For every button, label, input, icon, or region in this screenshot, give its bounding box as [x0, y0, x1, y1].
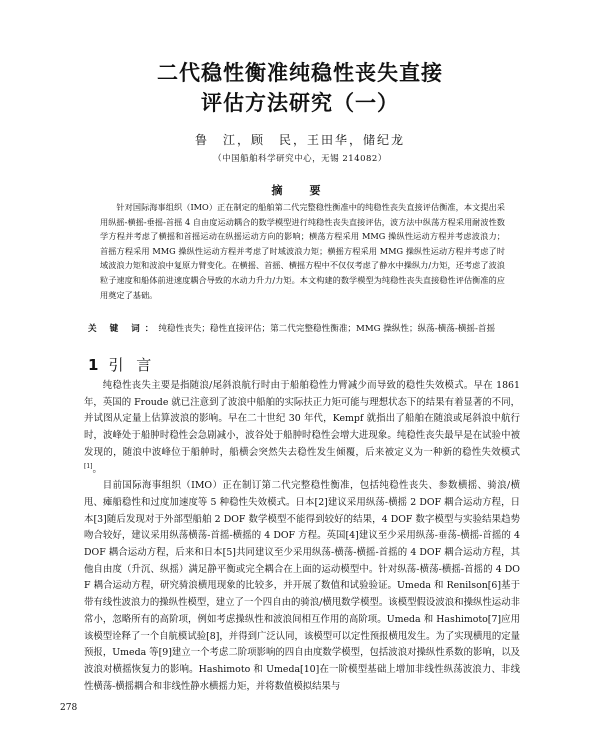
page-number: 278	[60, 703, 78, 713]
abstract-text: 针对国际海事组织（IMO）正在制定的船舶第二代完整稳性衡准中的纯稳性丧失直接评估衡准，本文提出采用纵摇-横摇-垂摇-首摇 4 自由度运动耦合的数学模型进行纯稳性丧失直接评估，波方法中纵荡方程采用耐波性数学方程并考虑了横摇和首摇运动在纵摇运动方向的影响；横荡方程采用 MMG 操纵性运动方程并考虑波浪力；首摇方程采用 MMG 操纵性运动方程并考虑了时域波浪力矩；横摇方程采用 MMG 操纵性运动方程并考虑了时域波浪力矩和波浪中复原力臂变化。在横摇、首摇、横摇方程中不仅仅考虑了静水中操纵力/力矩，还考虑了波浪粒子速度和船体前进速度耦合导致的水动力升力/力矩。本文构建的数学模型为纯稳性丧失直接稳性评估衡准的应用奠定了基础。	[100, 202, 505, 300]
paper-title-line-2: 评估方法研究（一）	[201, 91, 399, 115]
section-heading	[88, 354, 155, 375]
body-paragraph-1-text: 纯稳性丧失主要是指随浪/尾斜浪航行时由于船舶稳性力臂减少而导致的稳性失效模式。早在 1861 年，英国的 Froude 就已注意到了波浪中船舶的实际扶正力矩可能与理想状态下的结果有着显著的不同，并试图从定量上估算波浪的影响。早在二十世纪 30 年代，Kempf 就指出了船舶在随浪或尾斜浪中航行时，波峰处于船肿时稳性会急剧减小，波谷处于船肿时稳性会增大进现象。纯稳性丧失最早是在试验中被发现的，随浪中波峰位于船舯时，船横会突然失去稳性发生倾覆，后来被定义为一种新的稳性失效模式	[84, 380, 520, 458]
body-paragraph-1	[84, 378, 520, 478]
keywords-line	[88, 323, 518, 335]
author-affiliation: （中国船舶科学研究中心，无锡 214082）	[213, 154, 387, 164]
section-title: 引 言	[108, 356, 156, 374]
body-paragraph-2: 目前国际海事组织（IMO）正在制订第二代完整稳性衡准，包括纯稳性丧失、参数横摇、骑浪/横甩、瘫船稳性和过度加速度等 5 种稳性失效模式。日本[2]建议采用纵荡-横摇 2 DOF 耦合运动方程，日本[3]随后发现对于外部型船舶 2 DOF 数学模型不能得到较好的结果，4 DOF 数字模型与实验结果趋势吻合较好，建议采用纵荡横荡-首摇-横摇的 4 DOF 方程。英国[4]建议至少采用纵荡-垂荡-横摇-首摇的 4 DOF 耦合运动方程，后来和日本[5]共同建议至少采用纵荡-横荡-横摇-首摇的 4 DOF 耦合运动方程，其他自由度（升沉、纵摇）满足静平衡或完全耦合在上面的运动模型中。针对纵荡-横荡-横摇-首摇的 4 DOF 耦合运动方程，研究骑浪横甩现象的比较多，并开展了数值和试验验证。Umeda 和 Renilson[6]基于带有线性波浪力的操纵性模型，建立了一个四自由的骑浪/横甩数学模型。该模型假设波浪和操纵性运动非常小，忽略所有的高阶项，例如考虑操纵性和波浪间相互作用的高阶项。Umeda 和 Hashimoto[7]应用该模型诠释了一个自航模试验[8]，并得到广泛认同，该模型可以定性预报横甩发生。为了实现横甩的定量预报，Umeda 等[9]建立一个考虑二阶项影响的四自由度数学模型，包括波浪对操纵性系数的影响，以及波浪对横摇恢复力的影响。Hashimoto 和 Umeda[10]在一阶模型基础上增加非线性纵荡波浪力、非线性横荡-横摇耦合和非线性静水横摇力矩，并将数值模拟结果与	[84, 480, 520, 692]
abstract-heading: 摘 要	[271, 184, 329, 197]
body-paragraph-1-end: 。	[92, 463, 102, 475]
body-text	[84, 378, 520, 695]
keywords-text: 纯稳性丧失；稳性直接评估；第二代完整稳性衡准；MMG 操纵性；纵荡-横荡-横摇-首摇	[158, 324, 496, 334]
citation-ref: [1]	[84, 462, 93, 470]
section-number: 1	[88, 356, 99, 374]
keywords-label: 关 键 词：	[88, 324, 159, 334]
paper-title-line-1: 二代稳性衡准纯稳性丧失直接	[157, 61, 443, 85]
author-list: 鲁 江，顾 民，王田华，储纪龙	[194, 133, 405, 147]
